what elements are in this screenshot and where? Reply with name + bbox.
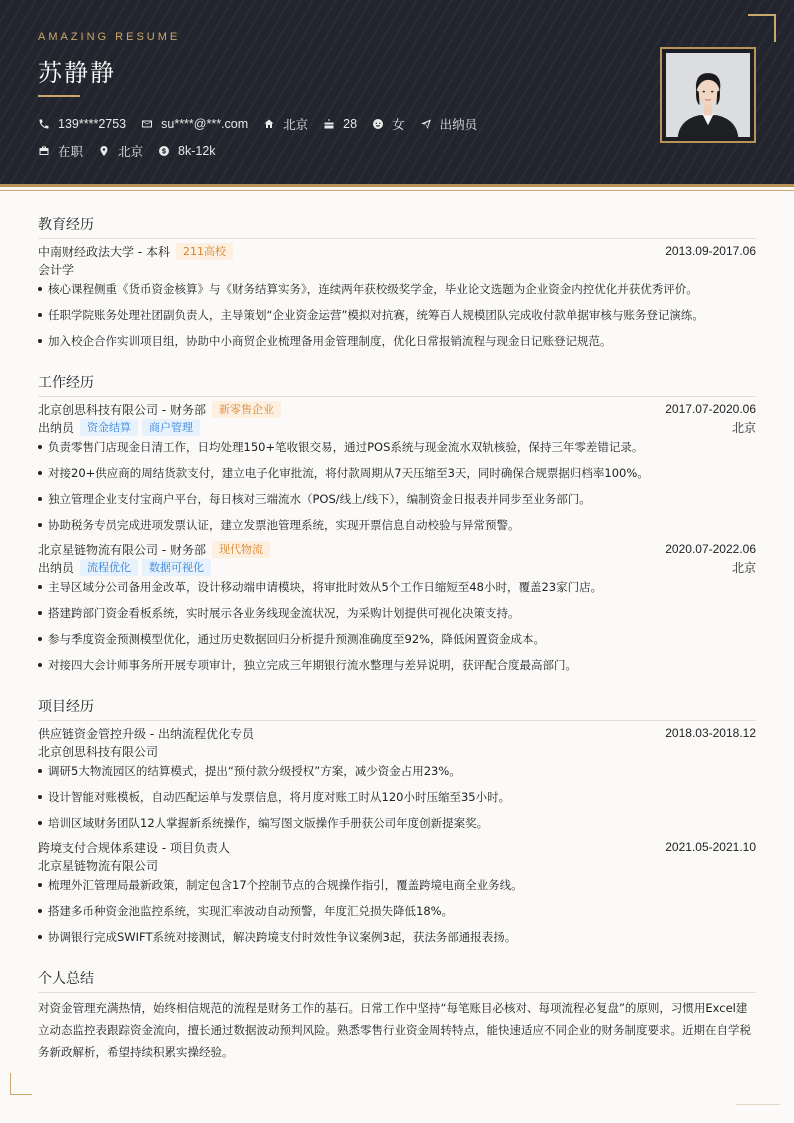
gender: 女 [392,118,405,132]
skill-tag: 资金结算 [80,419,138,436]
job-company: 北京星链物流有限公司 - 财务部 [38,542,206,557]
work-section-title: 工作经历 [38,372,756,397]
job-role-row [38,558,756,576]
job-bullet: 负责零售门店现金日清工作，日均处理150+笔收银交易，通过POS系统与现金流水双轨核验，保持三年零差错记录。 [38,439,756,455]
skill-tag: 商户管理 [142,419,200,436]
phone-icon [38,118,50,130]
phone-info [38,117,126,131]
education-date: 2013.09-2017.06 [665,244,756,258]
project-bullet: 梳理外汇管理局最新政策，制定包含17个控制节点的合规操作指引，覆盖跨境电商全业务线。 [38,877,756,893]
profile-photo [666,53,750,137]
face-icon [372,118,384,130]
location-pin-icon [98,145,110,157]
resume-tagline: AMAZING RESUME [38,31,181,43]
project-company-row [38,742,756,760]
gender-info [372,115,405,133]
job-date: 2020.07-2022.06 [665,542,756,556]
job-city: 北京 [731,420,756,435]
job-company: 北京创思科技有限公司 - 财务部 [38,402,206,417]
school-name: 中南财经政法大学 - 本科 [38,244,170,259]
resume-header [0,0,794,187]
project-company: 北京星链物流有限公司 [38,858,159,873]
industry-tag: 新零售企业 [212,401,281,418]
send-icon [420,118,432,130]
major: 会计学 [38,262,75,277]
education-major-row [38,260,756,278]
status-info [38,142,83,160]
job-header [38,540,756,558]
job-role-row [38,418,756,436]
age: 28 [343,117,358,131]
project-header [38,838,756,856]
project-company: 北京创思科技有限公司 [38,744,159,759]
footer-divider [736,1104,780,1105]
industry-tag: 现代物流 [212,541,270,558]
job-bullet: 对接20+供应商的周结货款支付，建立电子化审批流，将付款周期从7天压缩至3天，同时确保合规票据归档率100%。 [38,465,756,481]
hometown: 北京 [283,118,309,132]
home-icon [263,118,275,130]
briefcase-icon [38,145,50,157]
job-role: 出纳员 [38,420,75,435]
email-address: su****@***.com [161,117,249,131]
summary-section-title: 个人总结 [38,968,756,993]
target-job: 出纳员 [439,118,478,132]
age-info [323,117,357,131]
expected-salary: 8k-12k [178,144,216,158]
email-info [141,117,248,131]
project-name: 跨境支付合规体系建设 - 项目负责人 [38,840,230,855]
job-bullet: 对接四大会计师事务所开展专项审计，独立完成三年期银行流水整理与差异说明，获评配合度最高部门。 [38,657,756,673]
project-bullet: 搭建多币种资金池监控系统，实现汇率波动自动预警，年度汇兑损失降低18%。 [38,903,756,919]
education-bullet: 核心课程侧重《货币资金核算》与《财务结算实务》，连续两年获校级奖学金，毕业论文选题为企业资金内控优化并获优秀评价。 [38,281,756,297]
job-bullet: 搭建跨部门资金看板系统，实时展示各业务线现金流状况，为采购计划提供可视化决策支持。 [38,605,756,621]
location-info [98,142,143,160]
employment-status: 在职 [58,145,84,159]
location: 北京 [118,145,144,159]
project-date: 2018.03-2018.12 [665,726,756,740]
school-tag: 211高校 [176,243,233,260]
job-bullet: 主导区域分公司备用金改革，设计移动端申请模块，将审批时效从5个工作日缩短至48小时，覆盖23家门店。 [38,579,756,595]
education-section-title: 教育经历 [38,214,756,239]
candidate-name: 苏静静 [38,59,116,87]
job-role: 出纳员 [38,560,75,575]
project-bullet: 协调银行完成SWIFT系统对接测试，解决跨境支付时效性争议案例3起，获法务部通报表扬。 [38,929,756,945]
skill-tag: 流程优化 [80,559,138,576]
education-bullet: 任职学院账务处理社团副负责人，主导策划“企业资金运营”模拟对抗赛，统筹百人规模团队完成收付款单据审核与账务登记演练。 [38,307,756,323]
contact-row [38,115,492,133]
hometown-info [263,115,308,133]
job-header [38,400,756,418]
project-company-row [38,856,756,874]
target-job-info [420,115,478,133]
job-bullet: 参与季度资金预测模型优化，通过历史数据回归分析提升预测准确度至92%，降低闲置资金成本。 [38,631,756,647]
project-date: 2021.05-2021.10 [665,840,756,854]
project-bullet: 调研5大物流园区的结算模式，提出“预付款分级授权”方案，减少资金占用23%。 [38,763,756,779]
summary-text: 对资金管理充满热情，始终相信规范的流程是财务工作的基石。日常工作中坚持“每笔账目必核对、每项流程必复盘”的原则，习惯用Excel建立动态监控表跟踪资金流向，擅长通过数据波动预判风险。熟悉零售行业资金周转特点，能快速适应不同企业的财务制度要求。近期在自学税务新政解析，希望持续积累实操经验。 [38,1001,751,1059]
job-city: 北京 [731,560,756,575]
job-bullet: 协助税务专员完成进项发票认证，建立发票池管理系统，实现开票信息自动校验与异常预警。 [38,517,756,533]
education-header [38,242,756,260]
job-bullet: 独立管理企业支付宝商户平台，每日核对三端流水（POS/线上/线下），编制资金日报表并同步至业务部门。 [38,491,756,507]
cake-icon [323,118,335,130]
job-date: 2017.07-2020.06 [665,402,756,416]
profile-photo-frame [660,47,756,143]
project-bullet: 设计智能对账模板，自动匹配运单与发票信息，将月度对账工时从120小时压缩至35小时。 [38,789,756,805]
status-row [38,142,231,160]
mail-icon [141,118,153,130]
corner-ornament [748,14,776,42]
corner-ornament [10,1073,32,1095]
project-name: 供应链资金管控升级 - 出纳流程优化专员 [38,726,254,741]
projects-section-title: 项目经历 [38,696,756,721]
education-bullet: 加入校企合作实训项目组，协助中小商贸企业梳理备用金管理制度，优化日常报销流程与现金日记账登记规范。 [38,333,756,349]
skill-tag: 数据可视化 [142,559,211,576]
name-underline [38,95,80,97]
money-icon [158,145,170,157]
salary-info [158,144,216,158]
project-header [38,724,756,742]
phone-number: 139****2753 [58,117,127,131]
project-bullet: 培训区域财务团队12人掌握新系统操作，编写图文版操作手册获公司年度创新提案奖。 [38,815,756,831]
